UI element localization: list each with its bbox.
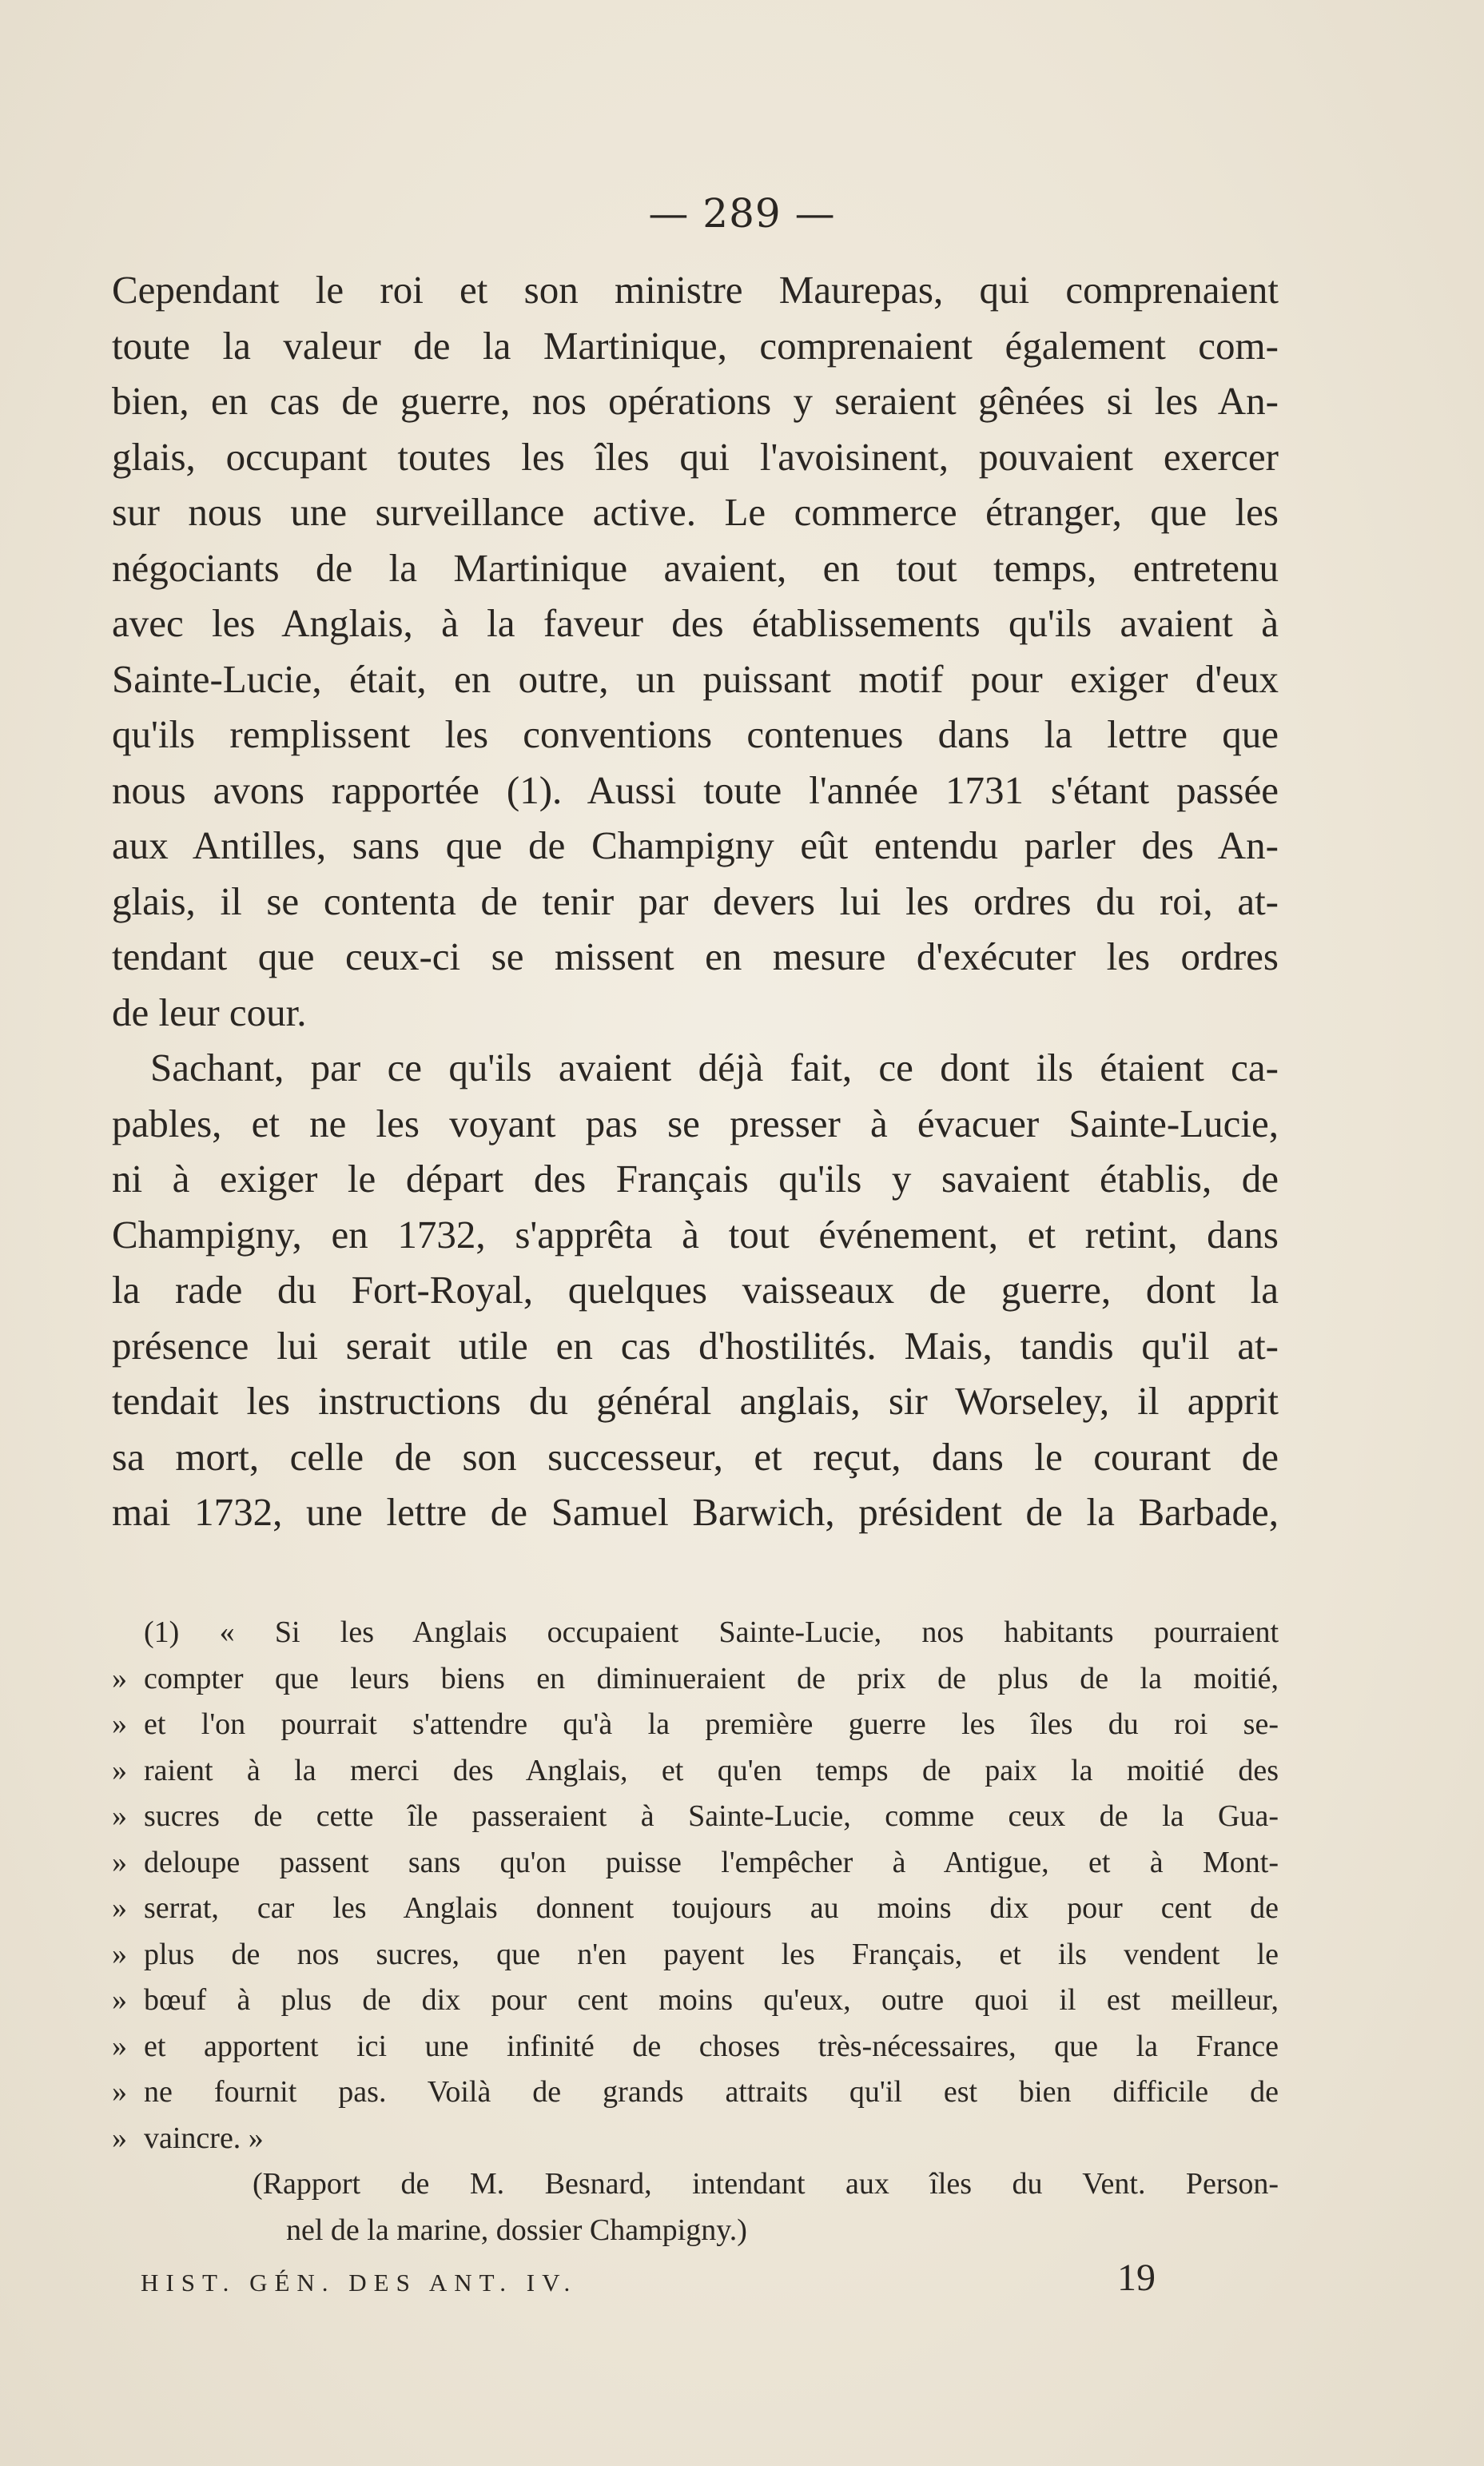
quote-mark: » xyxy=(112,1661,127,1695)
footnote-line-text: compter que leurs biens en diminueraient de prix de plus de la moitié, xyxy=(144,1661,1279,1695)
footnote-line xyxy=(112,1702,1279,1748)
body-line: glais, il se contenta de tenir par devers lui les ordres du roi, at- xyxy=(112,878,1279,923)
footnote-line-text: et apportent ici une infinité de choses très-nécessaires, que la France xyxy=(144,2029,1279,2063)
footnote-line xyxy=(112,1840,1279,1886)
body-line: tendant que ceux-ci se missent en mesure d'exécuter les ordres xyxy=(112,934,1279,978)
body-line: aux Antilles, sans que de Champigny eût entendu parler des An- xyxy=(112,823,1279,867)
quote-mark: » xyxy=(112,2121,127,2155)
footnote xyxy=(112,1610,1279,2253)
footnote-line-text: raient à la merci des Anglais, et qu'en temps de paix la moitié des xyxy=(144,1753,1279,1787)
footnote-line xyxy=(112,1656,1279,1703)
body-line: ni à exiger le départ des Français qu'ils y savaient établis, de xyxy=(112,1157,1279,1201)
footnote-line: (1) « Si les Anglais occupaient Sainte-Lucie, nos habitants pourraient xyxy=(144,1615,1279,1649)
quote-mark: » xyxy=(112,2029,127,2063)
body-line: présence lui serait utile en cas d'hostilités. Mais, tandis qu'il at- xyxy=(112,1323,1279,1368)
footnote-line xyxy=(112,1886,1279,1932)
quote-mark: » xyxy=(112,1983,127,2017)
body-line: bien, en cas de guerre, nos opérations y seraient gênées si les An- xyxy=(112,379,1279,423)
footnote-line xyxy=(112,2024,1279,2070)
footnote-line-text: deloupe passent sans qu'on puisse l'empêcher à Antigue, et à Mont- xyxy=(144,1845,1279,1879)
body-line: de leur cour. xyxy=(112,990,307,1034)
footnote-line-text: sucres de cette île passeraient à Sainte-Lucie, comme ceux de la Gua- xyxy=(144,1799,1279,1833)
footnote-line-text: ne fournit pas. Voilà de grands attraits qu'il est bien difficile de xyxy=(144,2075,1279,2109)
footnote-line-text: serrat, car les Anglais donnent toujours au moins dix pour cent de xyxy=(144,1891,1279,1925)
page-number: — 289 — xyxy=(648,190,836,237)
footnote-line xyxy=(112,2070,1279,2116)
footnote-line xyxy=(112,1748,1279,1795)
quote-mark: » xyxy=(112,1937,127,1971)
body-text xyxy=(112,262,1279,1540)
footnote-line-text: bœuf à plus de dix pour cent moins qu'eux, outre quoi il est meilleur, xyxy=(144,1983,1279,2017)
body-line: Sainte-Lucie, était, en outre, un puissant motif pour exiger d'eux xyxy=(112,656,1279,701)
body-line: tendait les instructions du général anglais, sir Worseley, il apprit xyxy=(112,1379,1279,1423)
body-line: glais, occupant toutes les îles qui l'avoisinent, pouvaient exercer xyxy=(112,434,1279,479)
body-line: avec les Anglais, à la faveur des établissements qu'ils avaient à xyxy=(112,601,1279,645)
body-line: pables, et ne les voyant pas se presser à évacuer Sainte-Lucie, xyxy=(112,1101,1279,1145)
printer-signature: HIST. GÉN. DES ANT. IV. xyxy=(141,2269,578,2297)
body-line: Cependant le roi et son ministre Maurepas, qui comprenaient xyxy=(112,268,1279,312)
quote-mark: » xyxy=(112,1891,127,1925)
quote-mark: » xyxy=(112,1753,127,1787)
quote-mark: » xyxy=(112,2075,127,2109)
footnote-line xyxy=(112,1978,1279,2024)
body-line: nous avons rapportée (1). Aussi toute l'année 1731 s'étant passée xyxy=(112,767,1279,812)
body-line: qu'ils remplissent les conventions contenues dans la lettre que xyxy=(112,712,1279,756)
body-line: toute la valeur de la Martinique, comprenaient également com- xyxy=(112,323,1279,368)
footnote-line-text: et l'on pourrait s'attendre qu'à la première guerre les îles du roi se- xyxy=(144,1707,1279,1741)
quote-mark: » xyxy=(112,1799,127,1833)
body-line: Sachant, par ce qu'ils avaient déjà fait, ce dont ils étaient ca- xyxy=(150,1046,1279,1090)
footnote-line xyxy=(112,2116,1279,2162)
body-line: Champigny, en 1732, s'apprêta à tout événement, et retint, dans xyxy=(112,1212,1279,1257)
body-line: mai 1732, une lettre de Samuel Barwich, président de la Barbade, xyxy=(112,1490,1279,1534)
footnote-source-line: (Rapport de M. Besnard, intendant aux îles du Vent. Person- xyxy=(253,2167,1279,2201)
footnote-line xyxy=(112,1794,1279,1840)
body-line: sur nous une surveillance active. Le commerce étranger, que les xyxy=(112,490,1279,534)
quote-mark: » xyxy=(112,1707,127,1741)
footnote-line xyxy=(112,1932,1279,1978)
footnote-line-text: vaincre. » xyxy=(144,2121,264,2155)
signature-mark: 19 xyxy=(1117,2257,1156,2299)
body-line: la rade du Fort-Royal, quelques vaisseaux de guerre, dont la xyxy=(112,1268,1279,1312)
body-line: négociants de la Martinique avaient, en tout temps, entretenu xyxy=(112,545,1279,590)
footnote-line-text: plus de nos sucres, que n'en payent les Français, et ils vendent le xyxy=(144,1937,1279,1971)
body-line: sa mort, celle de son successeur, et reçut, dans le courant de xyxy=(112,1434,1279,1479)
quote-mark: » xyxy=(112,1845,127,1879)
footnote-source-line: nel de la marine, dossier Champigny.) xyxy=(286,2213,747,2247)
